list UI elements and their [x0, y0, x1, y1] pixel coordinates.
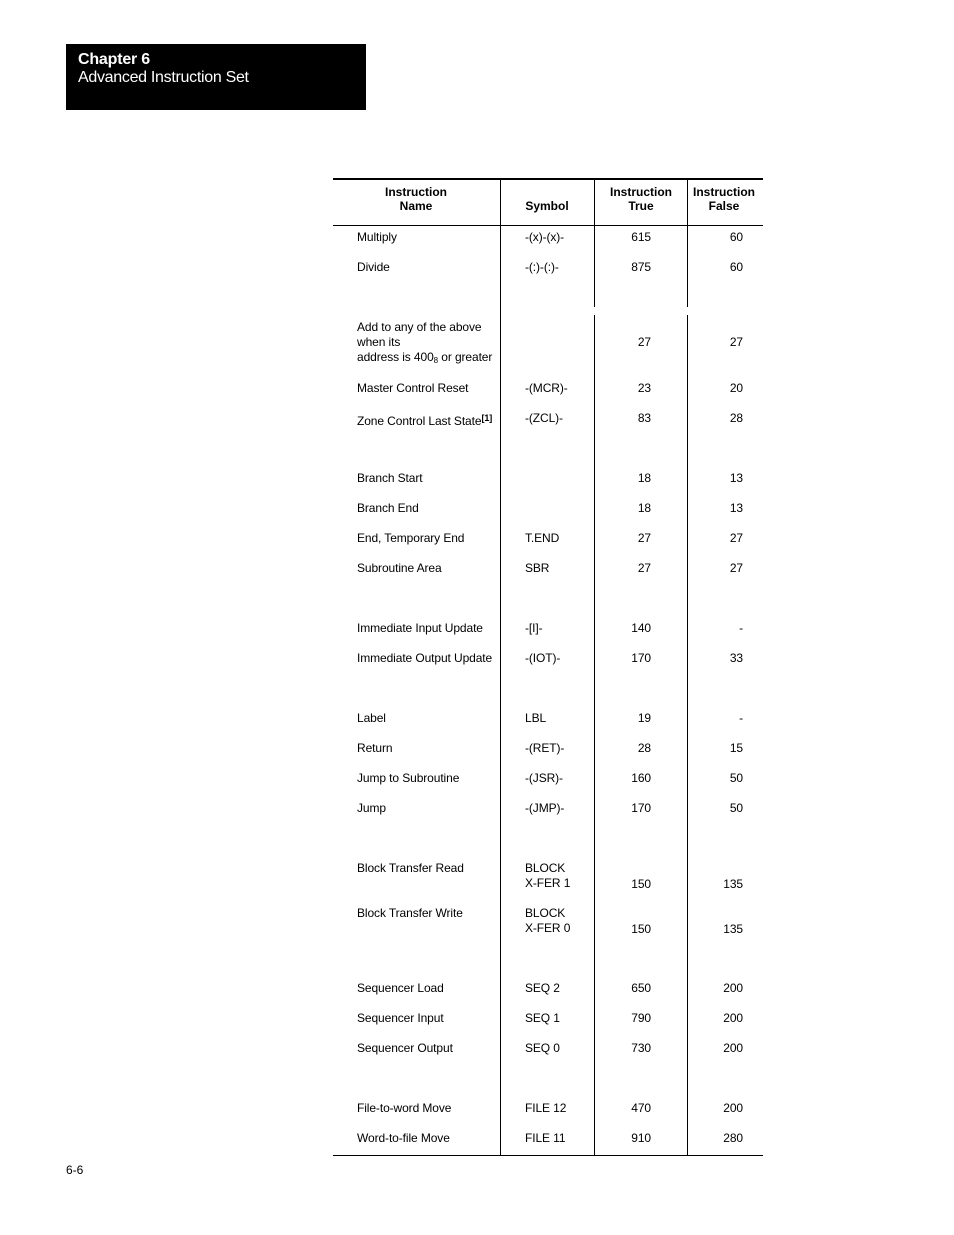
- header-text: True: [628, 199, 654, 213]
- row-false: 135: [723, 877, 743, 891]
- row-symbol: [525, 906, 605, 936]
- octal-subscript: 8: [433, 356, 439, 365]
- row-true: 150: [631, 877, 651, 891]
- row-false: 13: [729, 471, 743, 485]
- row-name: [357, 320, 507, 368]
- row-true: 83: [637, 411, 651, 425]
- row-symbol: -(JMP)-: [525, 801, 565, 815]
- row-symbol: T.END: [525, 531, 560, 545]
- row-false: 15: [729, 741, 743, 755]
- col-divider: [594, 315, 595, 1155]
- chapter-header: [66, 44, 366, 110]
- row-symbol-line: X-FER 1: [525, 876, 571, 890]
- header-text: False: [708, 199, 740, 213]
- row-name: Jump to Subroutine: [357, 771, 460, 785]
- row-name: Label: [357, 711, 386, 725]
- row-false: 33: [729, 651, 743, 665]
- row-false: 27: [729, 561, 743, 575]
- row-symbol: SEQ 1: [525, 1011, 560, 1025]
- row-true: 910: [631, 1131, 651, 1145]
- row-true: 170: [631, 801, 651, 815]
- row-true: 18: [637, 471, 651, 485]
- row-true: 27: [637, 335, 651, 349]
- chapter-label: Chapter 6: [78, 51, 150, 68]
- row-symbol: FILE 12: [525, 1101, 567, 1115]
- row-name: File-to-word Move: [357, 1101, 452, 1115]
- row-name: [357, 411, 507, 429]
- row-true: 150: [631, 922, 651, 936]
- row-name-text: Zone Control Last State: [357, 414, 482, 428]
- row-false: 50: [729, 771, 743, 785]
- header-instruction-true: [601, 185, 681, 213]
- row-symbol: -(x)-(x)-: [525, 230, 565, 244]
- row-name: Return: [357, 741, 393, 755]
- header-text: Name: [399, 199, 433, 213]
- header-instruction-name: [357, 185, 475, 213]
- row-name: Immediate Input Update: [357, 621, 483, 635]
- header-symbol: Symbol: [525, 199, 569, 213]
- row-true: 23: [637, 381, 651, 395]
- header-instruction-false: [689, 185, 759, 213]
- row-false: 200: [723, 981, 743, 995]
- row-symbol: FILE 11: [525, 1131, 566, 1145]
- table-top-rule: [333, 178, 763, 180]
- row-symbol: LBL: [525, 711, 547, 725]
- row-symbol: -(MCR)-: [525, 381, 568, 395]
- row-symbol-line: BLOCK: [525, 906, 566, 920]
- row-true: 18: [637, 501, 651, 515]
- row-name: End, Temporary End: [357, 531, 465, 545]
- row-true: 27: [637, 561, 651, 575]
- row-symbol: -(RET)-: [525, 741, 565, 755]
- row-name: Sequencer Output: [357, 1041, 453, 1055]
- header-text: Instruction: [610, 185, 672, 199]
- row-name-line: or greater: [438, 350, 493, 364]
- row-symbol: -[I]-: [525, 621, 543, 635]
- row-false: 13: [729, 501, 743, 515]
- row-false: -: [739, 621, 743, 635]
- row-true: 875: [631, 260, 651, 274]
- row-true: 19: [637, 711, 651, 725]
- page-number: 6-6: [66, 1163, 84, 1177]
- header-text: Instruction: [385, 185, 447, 199]
- row-name-line: when its: [357, 335, 401, 349]
- row-true: 140: [631, 621, 651, 635]
- row-name: Sequencer Load: [357, 981, 444, 995]
- row-symbol-line: BLOCK: [525, 861, 566, 875]
- row-false: 135: [723, 922, 743, 936]
- row-true: 650: [631, 981, 651, 995]
- row-name: Subroutine Area: [357, 561, 442, 575]
- row-false: -: [739, 711, 743, 725]
- row-true: 160: [631, 771, 651, 785]
- row-name: Block Transfer Write: [357, 906, 463, 920]
- col-divider: [687, 315, 688, 1155]
- row-name: Master Control Reset: [357, 381, 469, 395]
- row-true: 28: [637, 741, 651, 755]
- col-divider: [594, 180, 595, 225]
- row-name: Divide: [357, 260, 390, 274]
- row-false: 200: [723, 1041, 743, 1055]
- row-false: 20: [729, 381, 743, 395]
- row-name: Word-to-file Move: [357, 1131, 450, 1145]
- row-symbol: -(JSR)-: [525, 771, 563, 785]
- row-symbol: -(IOT)-: [525, 651, 561, 665]
- col-divider: [687, 226, 688, 307]
- footnote-marker: [1]: [481, 413, 493, 423]
- row-false: 27: [729, 335, 743, 349]
- table-header-rule: [333, 225, 763, 226]
- row-name: Multiply: [357, 230, 397, 244]
- row-name: Jump: [357, 801, 386, 815]
- col-divider: [500, 180, 501, 225]
- row-name-line: address is 400: [357, 350, 434, 364]
- table-bottom-rule: [333, 1155, 763, 1156]
- row-name: Branch Start: [357, 471, 423, 485]
- row-name-line: Add to any of the above: [357, 320, 482, 334]
- row-false: 60: [729, 260, 743, 274]
- row-false: 200: [723, 1011, 743, 1025]
- row-false: 28: [729, 411, 743, 425]
- row-true: 730: [631, 1041, 651, 1055]
- row-symbol: SBR: [525, 561, 550, 575]
- row-name: Branch End: [357, 501, 419, 515]
- row-false: 200: [723, 1101, 743, 1115]
- col-divider: [687, 180, 688, 225]
- row-false: 50: [729, 801, 743, 815]
- row-name: Immediate Output Update: [357, 651, 493, 665]
- row-true: 615: [631, 230, 651, 244]
- row-symbol: SEQ 0: [525, 1041, 560, 1055]
- chapter-title: Advanced Instruction Set: [78, 69, 249, 86]
- row-name: Block Transfer Read: [357, 861, 464, 875]
- row-symbol: -(ZCL)-: [525, 411, 563, 425]
- row-symbol: -(:)-(:)-: [525, 260, 559, 274]
- row-true: 170: [631, 651, 651, 665]
- row-false: 280: [723, 1131, 743, 1145]
- row-symbol: SEQ 2: [525, 981, 560, 995]
- row-false: 60: [729, 230, 743, 244]
- row-symbol-line: X-FER 0: [525, 921, 571, 935]
- row-true: 27: [637, 531, 651, 545]
- header-text: Instruction: [693, 185, 755, 199]
- row-symbol: [525, 861, 605, 891]
- row-name: Sequencer Input: [357, 1011, 444, 1025]
- row-true: 790: [631, 1011, 651, 1025]
- row-false: 27: [729, 531, 743, 545]
- row-true: 470: [631, 1101, 651, 1115]
